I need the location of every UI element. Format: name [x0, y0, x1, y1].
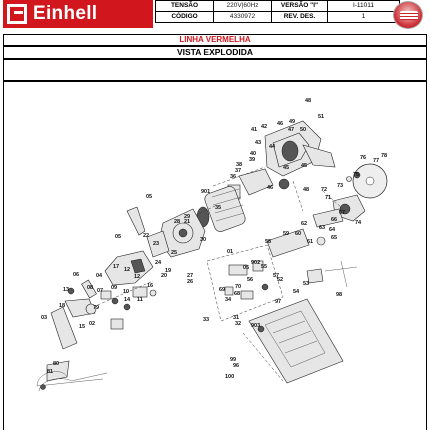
- callout: 01: [227, 249, 234, 255]
- callout: 97: [275, 299, 282, 305]
- callout: 79: [93, 305, 100, 311]
- callout: 99: [230, 357, 237, 363]
- callout: 30: [200, 237, 207, 243]
- callout: 20: [161, 273, 168, 279]
- callout: 100: [225, 374, 235, 380]
- callout: 05: [243, 265, 250, 271]
- callout: 18: [59, 303, 66, 309]
- callout: 63: [319, 225, 326, 231]
- view-title: VISTA EXPLODIDA: [3, 46, 427, 59]
- callout: 26: [187, 279, 194, 285]
- callout: 52: [277, 277, 284, 283]
- callout: 17: [113, 264, 120, 270]
- callout: 54: [293, 289, 300, 295]
- callout: 60: [295, 231, 302, 237]
- callout: 06: [73, 272, 80, 278]
- part-callouts: [41, 98, 387, 380]
- blank-row: [3, 59, 427, 81]
- callout: 70: [235, 284, 242, 290]
- callout: 77: [373, 158, 380, 164]
- callout: 16: [147, 283, 154, 289]
- callout: 38: [236, 162, 243, 168]
- callout: 35: [215, 205, 222, 211]
- callout: 57: [273, 273, 280, 279]
- callout: 74: [355, 220, 362, 226]
- riving-knife: [307, 261, 357, 287]
- callout: 15: [79, 324, 86, 330]
- callout: 43: [255, 140, 262, 146]
- brazil-usa-flag-icon: [393, 1, 423, 29]
- callout: 45: [283, 165, 290, 171]
- callout: 69: [219, 287, 226, 293]
- einhell-logo: [3, 0, 153, 28]
- callout: 29: [184, 214, 191, 220]
- callout: 07: [97, 288, 104, 294]
- callout: 48: [305, 98, 312, 104]
- callout: 41: [251, 127, 258, 133]
- spec-label: TENSÃO: [156, 1, 214, 12]
- callout: 32: [235, 321, 242, 327]
- callout: 22: [143, 233, 150, 239]
- spec-label: CÓDIGO: [156, 12, 214, 23]
- callout: 67: [339, 210, 346, 216]
- spec-value: 4330972: [214, 12, 272, 23]
- spec-table: [155, 0, 400, 23]
- saw-blade: [347, 164, 388, 198]
- callout: 12: [134, 274, 141, 280]
- callout: 47: [288, 127, 295, 133]
- callout: 05: [146, 194, 153, 200]
- callout: 34: [225, 297, 232, 303]
- callout: 25: [171, 250, 178, 256]
- callout: 13: [63, 287, 70, 293]
- brand-name: Einhell: [33, 3, 98, 24]
- spec-value: 1: [328, 12, 400, 23]
- callout: 61: [307, 239, 314, 245]
- callout: 902: [251, 260, 261, 266]
- callout: 58: [265, 239, 272, 245]
- callout: 81: [47, 369, 54, 375]
- spec-row: [156, 1, 400, 12]
- callout: 08: [87, 285, 94, 291]
- callout: 901: [201, 189, 211, 195]
- callout: 46: [267, 185, 274, 191]
- callout: 53: [303, 281, 310, 287]
- callout: 50: [300, 127, 307, 133]
- callout: 76: [360, 155, 367, 161]
- callout: 42: [261, 124, 268, 130]
- callout: 09: [111, 285, 118, 291]
- callout: 27: [187, 273, 194, 279]
- callout: 05: [115, 234, 122, 240]
- callout: 75: [353, 172, 360, 178]
- callout: 23: [153, 241, 160, 247]
- callout: 80: [53, 361, 60, 367]
- callout: 59: [283, 231, 290, 237]
- callout: 62: [301, 221, 308, 227]
- spec-label: VERSÃO "I": [272, 1, 328, 12]
- callout: 49: [289, 119, 296, 125]
- callout: 21: [184, 219, 191, 225]
- spec-value: I-11011: [328, 1, 400, 12]
- callout: 72: [321, 187, 328, 193]
- callout: 48: [303, 187, 310, 193]
- callout: 98: [336, 292, 343, 298]
- callout: 11: [137, 297, 143, 303]
- callout: 56: [247, 277, 254, 283]
- spec-label: REV. DES.: [272, 12, 328, 23]
- callout: 33: [203, 317, 210, 323]
- callout: 19: [165, 268, 172, 274]
- product-line-label: LINHA VERMELHA: [3, 34, 427, 46]
- callout: 68: [234, 291, 241, 297]
- callout: 51: [318, 114, 325, 120]
- callout: 78: [381, 153, 388, 159]
- callout: 40: [250, 151, 257, 157]
- callout: 03: [41, 315, 48, 321]
- baseplate: [243, 299, 343, 383]
- callout: 10: [123, 289, 130, 295]
- spec-value: 220V|60Hz: [214, 1, 272, 12]
- callout: 46: [277, 121, 284, 127]
- callout: 55: [261, 264, 268, 270]
- callout: 44: [269, 144, 276, 150]
- callout: 45: [301, 163, 308, 169]
- callout: 73: [337, 183, 344, 189]
- einhell-logo-mark: [7, 4, 27, 24]
- callout: 37: [235, 168, 242, 174]
- callout: 39: [249, 157, 256, 163]
- callout: 31: [233, 315, 240, 321]
- callout: 14: [124, 297, 131, 303]
- callout: 24: [155, 260, 162, 266]
- callout: 28: [174, 219, 181, 225]
- callout: 04: [96, 273, 103, 279]
- callout: 02: [89, 321, 96, 327]
- callout: 64: [329, 227, 336, 233]
- callout: 903: [251, 323, 261, 329]
- callout: 12: [124, 267, 131, 273]
- callout: 66: [331, 217, 338, 223]
- spec-row: [156, 12, 400, 23]
- callout: 71: [325, 195, 332, 201]
- callout: 96: [233, 363, 240, 369]
- callout: 65: [331, 235, 338, 241]
- exploded-diagram: [3, 81, 427, 430]
- callout: 36: [230, 174, 237, 180]
